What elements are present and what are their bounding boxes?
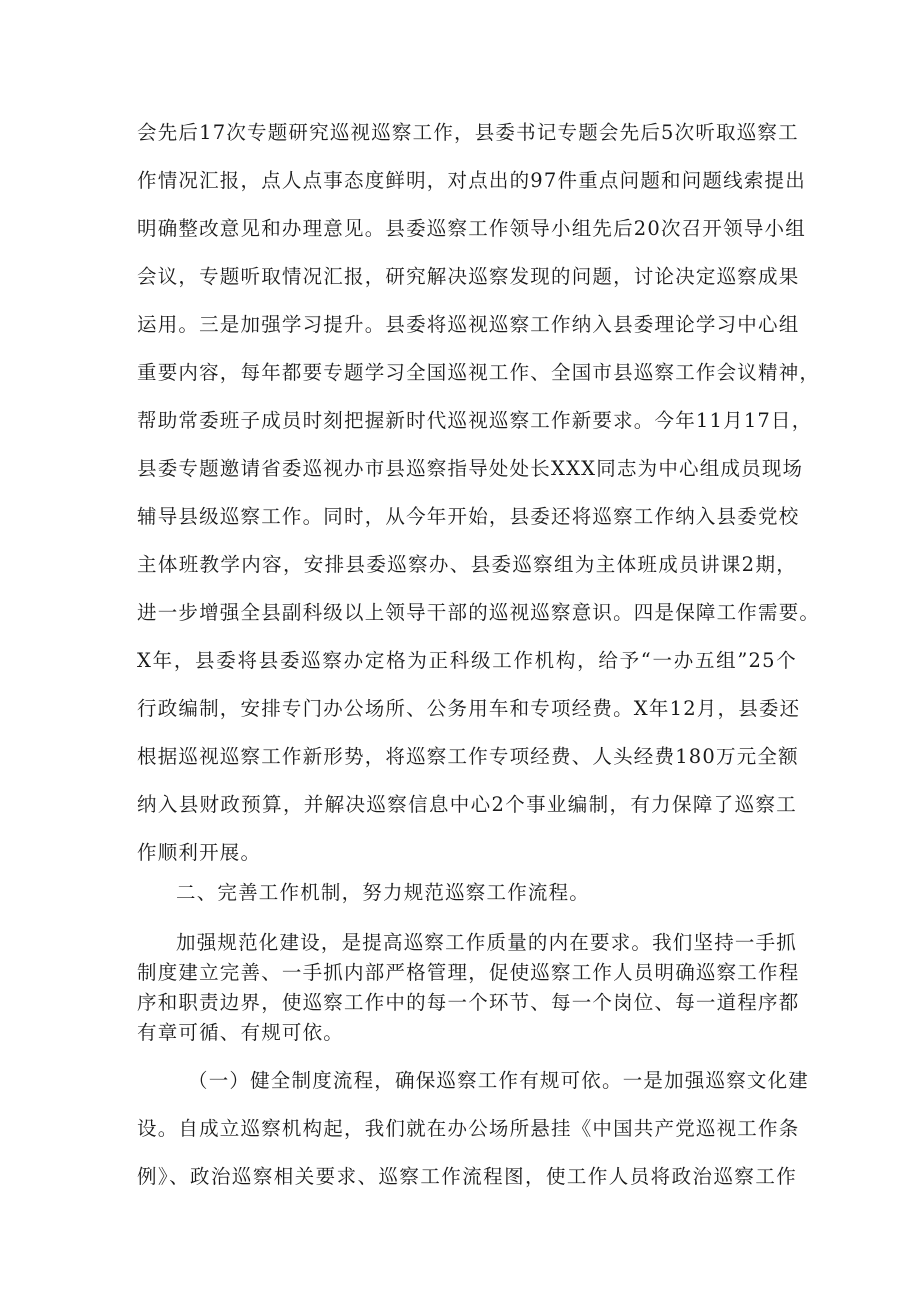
body-text-line: 设。自成立巡察机构起，我们就在办公场所悬挂《中国共产党巡视工作条 <box>137 1117 800 1140</box>
body-text-line: 例》、政治巡察相关要求、巡察工作流程图，使工作人员将政治巡察工作 <box>137 1165 797 1188</box>
body-text-line: 序和职责边界，使巡察工作中的每一个环节、每一个岗位、每一道程序都 <box>137 991 800 1014</box>
body-text-line: 明确整改意见和办理意见。县委巡察工作领导小组先后20次召开领导小组 <box>137 217 806 240</box>
body-text-line: 行政编制，安排专门办公场所、公务用车和专项经费。X年12月，县委还 <box>137 697 801 720</box>
body-text-line: 会议，专题听取情况汇报，研究解决巡察发现的问题，讨论决定巡察成果 <box>137 265 800 288</box>
body-text-line: 主体班教学内容，安排县委巡察办、县委巡察组为主体班成员讲课2期， <box>137 553 797 576</box>
body-text-line: 纳入县财政预算，并解决巡察信息中心2个事业编制，有力保障了巡察工 <box>137 793 797 816</box>
body-text-line: 加强规范化建设，是提高巡察工作质量的内在要求。我们坚持一手抓 <box>176 931 798 954</box>
body-text-line: 作顺利开展。 <box>137 841 262 864</box>
body-text-line: 进一步增强全县副科级以上领导干部的巡视巡察意识。四是保障工作需要。 <box>137 601 821 624</box>
body-text-line: 根据巡视巡察工作新形势，将巡察工作专项经费、人头经费180万元全额 <box>137 745 799 768</box>
body-text-line: 重要内容，每年都要专题学习全国巡视工作、全国市县巡察工作会议精神， <box>137 361 821 384</box>
body-text-line: 制度建立完善、一手抓内部严格管理，促使巡察工作人员明确巡察工作程 <box>137 961 800 984</box>
body-text-line: 运用。三是加强学习提升。县委将巡视巡察工作纳入县委理论学习中心组 <box>137 313 800 336</box>
body-text-line: 会先后17次专题研究巡视巡察工作，县委书记专题会先后5次听取巡察工 <box>137 121 799 144</box>
body-text-line: 县委专题邀请省委巡视办市县巡察指导处处长XXX同志为中心组成员现场 <box>137 457 804 480</box>
body-text-line: 辅导县级巡察工作。同时，从今年开始，县委还将巡察工作纳入县委党校 <box>137 505 800 528</box>
section-heading: 二、完善工作机制，努力规范巡察工作流程。 <box>176 881 591 904</box>
body-text-line: 帮助常委班子成员时刻把握新时代巡视巡察工作新要求。今年11月17日， <box>137 409 813 432</box>
body-text-line: 有章可循、有规可依。 <box>137 1021 345 1044</box>
body-text-line: 作情况汇报，点人点事态度鲜明，对点出的97件重点问题和问题线索提出 <box>137 169 806 192</box>
subsection-heading: （一）健全制度流程，确保巡察工作有规可依。一是加强巡察文化建 <box>188 1069 810 1092</box>
body-text-line: X年，县委将县委巡察办定格为正科级工作机构，给予“一办五组”25个 <box>137 649 797 672</box>
